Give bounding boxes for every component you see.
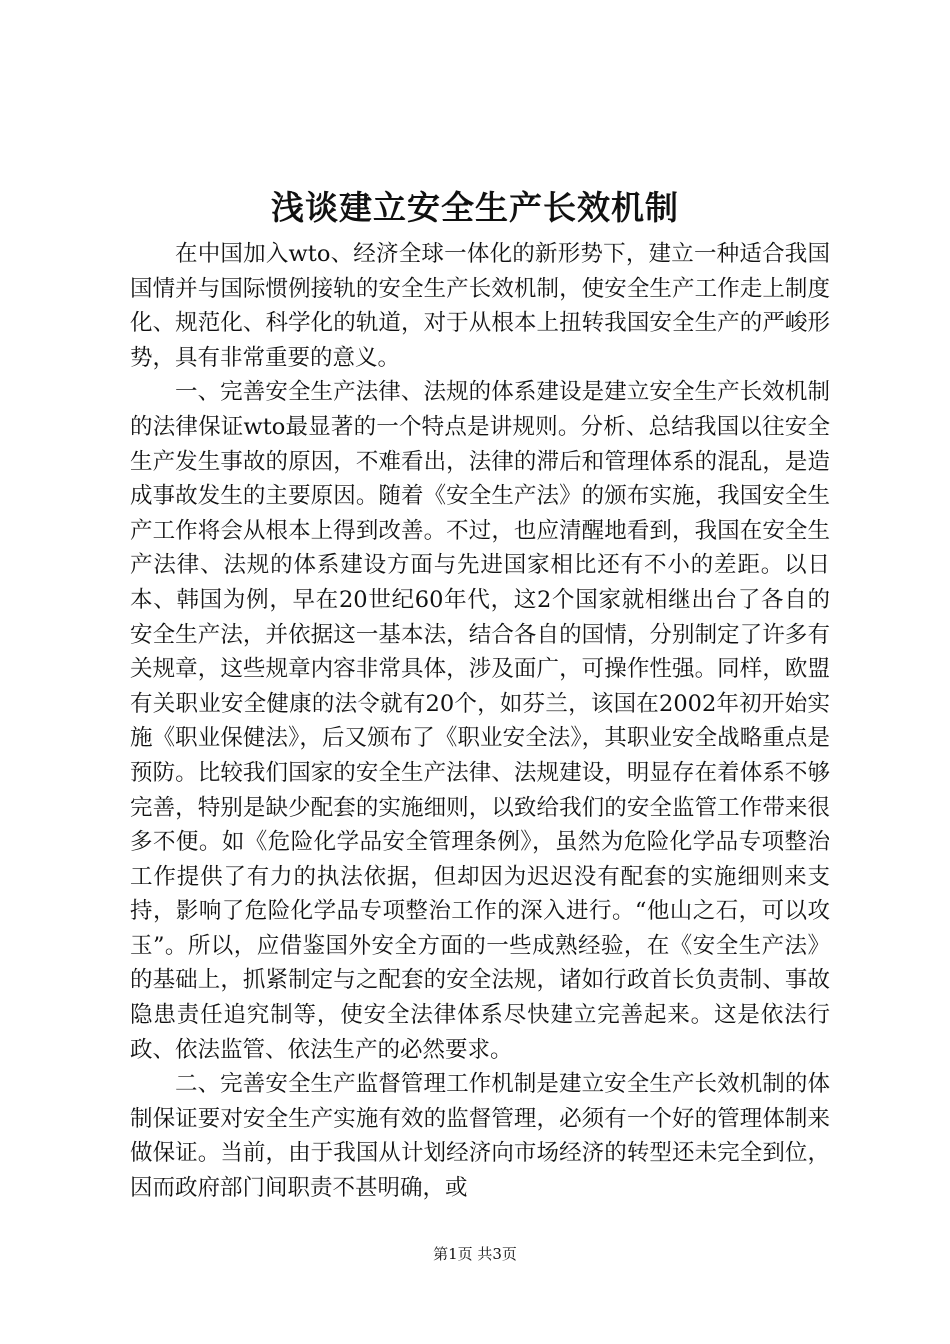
paragraph-section-two: 二、完善安全生产监督管理工作机制是建立安全生产长效机制的体制保证要对安全生产实施有效的监督管理，必须有一个好的管理体制来做保证。当前，由于我国从计划经济向市场经济的转型还未完全到位，因而政府部门间职责不甚明确，或: [130, 1071, 830, 1202]
document-body: [130, 237, 830, 1206]
paragraph-intro: 在中国加入wto、经济全球一体化的新形势下，建立一种适合我国国情并与国际惯例接轨的安全生产长效机制，使安全生产工作走上制度化、规范化、科学化的轨道，对于从根本上扭转我国安全生产的严峻形势，具有非常重要的意义。: [130, 241, 830, 371]
document-title: 浅谈建立安全生产长效机制: [271, 188, 679, 227]
paragraph-section-one: 一、完善安全生产法律、法规的体系建设是建立安全生产长效机制的法律保证wto最显著的一个特点是讲规则。分析、总结我国以往安全生产发生事故的原因，不难看出，法律的滞后和管理体系的混乱，是造成事故发生的主要原因。随着《安全生产法》的颁布实施，我国安全生产工作将会从根本上得到改善。不过，也应清醒地看到，我国在安全生产法律、法规的体系建设方面与先进国家相比还有不小的差距。以日本、韩国为例，早在20世纪60年代，这2个国家就相继出台了各自的安全生产法，并依据这一基本法，结合各自的国情，分别制定了许多有关规章，这些规章内容非常具体，涉及面广，可操作性强。同样，欧盟有关职业安全健康的法令就有20个，如芬兰，该国在2002年初开始实施《职业保健法》，后又颁布了《职业安全法》，其职业安全战略重点是预防。比较我们国家的安全生产法律、法规建设，明显存在着体系不够完善，特别是缺少配套的实施细则，以致给我们的安全监管工作带来很多不便。如《危险化学品安全管理条例》，虽然为危险化学品专项整治工作提供了有力的执法依据，但却因为迟迟没有配套的实施细则来支持，影响了危险化学品专项整治工作的深入进行。“他山之石，可以攻玉”。所以，应借鉴国外安全方面的一些成熟经验，在《安全生产法》的基础上，抓紧制定与之配套的安全法规，诸如行政首长负责制、事故隐患责任追究制等，使安全法律体系尽快建立完善起来。这是依法行政、依法监管、依法生产的必然要求。: [130, 379, 830, 1063]
page-number-footer: 第1页 共3页: [433, 1245, 517, 1263]
